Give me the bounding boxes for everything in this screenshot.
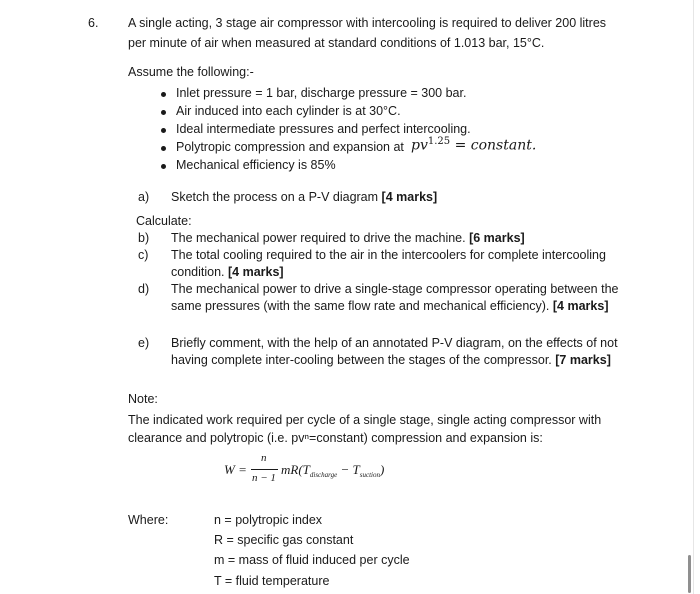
calculate-heading: Calculate: [136, 214, 192, 228]
where-item: n = polytropic index [214, 513, 323, 527]
part-a-label: a) [138, 190, 150, 204]
part-d-marks: [4 marks] [552, 299, 609, 313]
part-c-line-2 [171, 265, 284, 279]
bullet-icon [161, 110, 166, 115]
question-number: 6. [88, 16, 99, 30]
part-a-text [171, 190, 437, 204]
part-d-line-2 [171, 299, 608, 313]
formula-body [281, 462, 384, 478]
part-e-marks: [7 marks] [555, 353, 611, 367]
formula-lhs: W = [224, 462, 247, 477]
assume-heading: Assume the following:- [128, 65, 254, 79]
intro-line-1: A single acting, 3 stage air compressor with intercooling is required to deliver 200 litres [128, 16, 607, 30]
note-line-2: clearance and polytropic (i.e. pvⁿ=constant) compression and expansion is: [128, 431, 543, 445]
part-d-question-end: same pressures (with the same flow rate and mechanical efficiency). [171, 299, 550, 313]
note-heading: Note: [128, 392, 158, 406]
part-e-line-1: Briefly comment, with the help of an annotated P-V diagram, on the effects of not [171, 336, 618, 350]
part-c-question-end: condition. [171, 265, 225, 279]
part-a-marks: [4 marks] [381, 190, 438, 204]
part-d-line-1: The mechanical power to drive a single-stage compressor operating between the [171, 282, 619, 296]
assumption-item: Inlet pressure = 1 bar, discharge pressure = 300 bar. [176, 86, 467, 100]
formula-sub-suction: suction [359, 471, 380, 479]
polytropic-expression [411, 136, 536, 154]
part-e-question-end: having complete inter-cooling between the stages of the compressor. [171, 353, 552, 367]
part-b-text [171, 231, 525, 245]
formula-mr: mR(T [281, 462, 310, 477]
intro-line-2: per minute of air when measured at standard conditions of 1.013 bar, 15°C. [128, 36, 545, 50]
note-line-1: The indicated work required per cycle of a single stage, single acting compressor with [128, 413, 602, 427]
part-e-line-2 [171, 353, 611, 367]
page-edge [693, 0, 694, 594]
formula-minus-t: − T [337, 462, 360, 477]
where-item: R = specific gas constant [214, 533, 354, 547]
scrollbar-thumb[interactable] [688, 555, 691, 593]
polytropic-constant: = constant. [454, 137, 537, 154]
formula-fraction-bar [251, 469, 278, 470]
bullet-icon [161, 128, 166, 133]
part-a-question: Sketch the process on a P-V diagram [171, 190, 379, 204]
part-c-marks: [4 marks] [228, 265, 284, 279]
part-d-label: d) [138, 282, 150, 296]
part-e-label: e) [138, 336, 150, 350]
formula-close: ) [380, 462, 385, 477]
formula-sub-discharge: discharge [309, 471, 338, 479]
part-c-line-1: The total cooling required to the air in the intercoolers for complete intercooling [171, 248, 606, 262]
part-b-question: The mechanical power required to drive the machine. [171, 231, 466, 245]
where-label: Where: [128, 513, 169, 527]
where-item: m = mass of fluid induced per cycle [214, 553, 410, 567]
formula-numerator: n [261, 452, 267, 464]
assumption-item: Polytropic compression and expansion at [176, 140, 404, 154]
assumption-item: Air induced into each cylinder is at 30°C. [176, 104, 401, 118]
assumption-item: Mechanical efficiency is 85% [176, 158, 336, 172]
polytropic-base: pv [411, 137, 428, 154]
bullet-icon [161, 164, 166, 169]
assumption-item: Ideal intermediate pressures and perfect intercooling. [176, 122, 471, 136]
formula-denominator: n − 1 [252, 472, 276, 484]
polytropic-exponent: 1.25 [427, 136, 451, 147]
part-c-label: c) [138, 248, 149, 262]
where-item: T = fluid temperature [214, 574, 330, 588]
part-b-label: b) [138, 231, 150, 245]
bullet-icon [161, 146, 166, 151]
part-b-marks: [6 marks] [469, 231, 525, 245]
bullet-icon [161, 92, 166, 97]
